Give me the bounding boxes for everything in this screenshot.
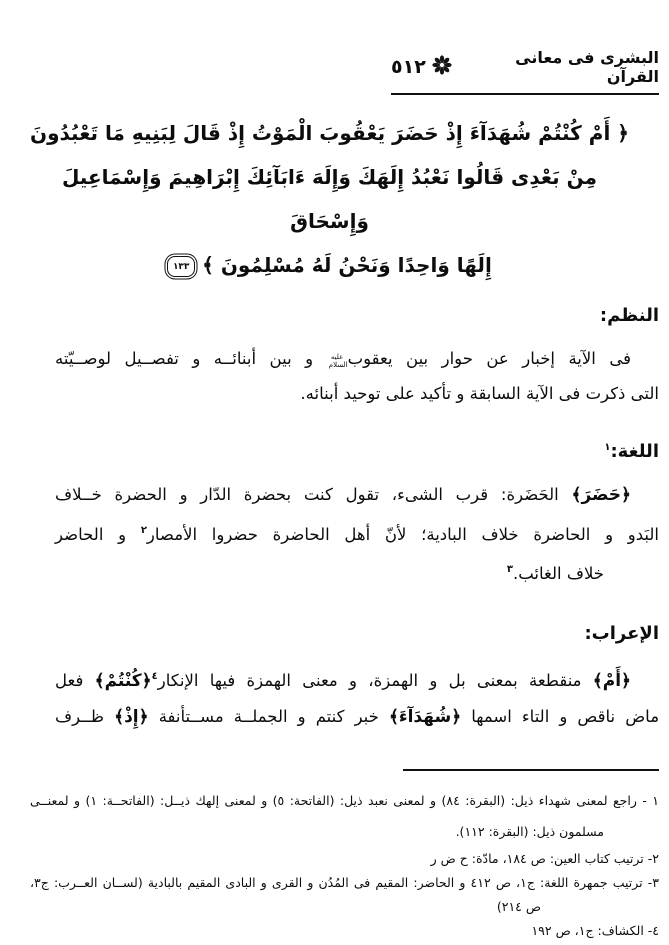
nazm-text: فى الآية إخبار عن حوار بين يعقوب bbox=[347, 349, 631, 368]
footnote-1-line-2: مسلمون ذيل: (البقرة: ١١٢). bbox=[455, 824, 604, 839]
footnote-ref-1: ١ bbox=[604, 442, 611, 453]
footnotes-block bbox=[30, 785, 659, 943]
footnote-1 bbox=[30, 785, 659, 847]
footnote-1-line-1: ١ - راجع لمعنى شهداء ذيل: (البقرة: ٨٤) و لمعنى نعبد ذيل: (الفاتحة: ٥) و لمعنى إلهك ذيــل: (الفاتحــة: ١) و لمعنــى bbox=[30, 793, 659, 808]
section-heading-lugha bbox=[55, 435, 659, 465]
nazm-paragraph bbox=[55, 341, 659, 411]
page-body bbox=[55, 303, 659, 735]
lugha-line-3 bbox=[55, 552, 604, 591]
lugha-text: و الحاضر bbox=[55, 525, 127, 544]
lugha-text: خلاف الغائب. bbox=[512, 564, 604, 583]
irab-text: ظــرف bbox=[55, 707, 105, 726]
quran-verse-block bbox=[30, 111, 630, 287]
quran-word-shuhadaa: ﴿شُهَدَآءَ﴾ bbox=[388, 707, 462, 727]
footnote-ref-2: ٢ bbox=[140, 525, 147, 536]
footnote-ref-3: ٣ bbox=[506, 564, 513, 575]
flower-ornament-icon bbox=[432, 55, 452, 79]
irab-text: فعل bbox=[55, 671, 84, 690]
footnote-3-line-1: ٣- ترتيب جمهرة اللغة: ج١، ص ٤١٢ و الحاضر: المقيم فى المُدُن و القرى و البادى المقيم بالبادية (لســان العــرب: ج٣، bbox=[30, 875, 660, 890]
irab-text: خبر كنتم و الجملــة مســتأنفة bbox=[158, 707, 379, 726]
lugha-heading-text: اللغة: bbox=[610, 441, 659, 462]
section-heading-nazm: النظم: bbox=[599, 305, 659, 326]
quran-word-idh: ﴿إِذْ﴾ bbox=[114, 707, 149, 727]
section-heading-irab: الإعراب: bbox=[584, 623, 659, 644]
ayah-number-medallion: ١٣٣ bbox=[167, 256, 195, 277]
irab-line-1 bbox=[55, 659, 659, 699]
irab-line-2 bbox=[55, 699, 659, 735]
lugha-text: البَدو و الحاضرة خلاف البادية؛ لأنّ أهل الحاضرة حضروا الأمصار bbox=[146, 525, 659, 544]
book-title: البشرى فى معانى القرآن bbox=[515, 48, 659, 86]
lugha-line-1 bbox=[55, 477, 659, 513]
footnote-3-line-2: ص ٢١٤) bbox=[496, 899, 541, 914]
lugha-line-2 bbox=[55, 513, 659, 552]
verse-line bbox=[30, 243, 630, 287]
irab-paragraph bbox=[55, 659, 659, 735]
quran-word-hadara: ﴿حَضَرَ﴾ bbox=[571, 485, 632, 505]
nazm-line-2: التى ذكرت فى الآية السابقة و تأكيد على توحيد أبنائه. bbox=[300, 384, 659, 403]
footnote-2: ٢- ترتيب كتاب العين: ص ١٨٤، مادّة: ح ض ر bbox=[430, 851, 659, 866]
quran-word-kuntum: ﴿كُنْتُمْ﴾ bbox=[94, 671, 152, 691]
footnote-4: ٤- الكشاف: ج١، ص ١٩٢ bbox=[531, 923, 659, 938]
lugha-text: الحَضَرة: قرب الشىء، تقول كنت بحضرة الدّار و الحضرة خــلاف bbox=[55, 485, 559, 504]
footnote-ref-4: ٤ bbox=[151, 671, 158, 682]
verse-line-text: إِلَهًا وَاحِدًا وَنَحْنُ لَهُ مُسْلِمُونَ ﴾ bbox=[202, 253, 492, 277]
irab-text: منقطعة بمعنى بل و الهمزة، و معنى الهمزة فيها الإنكار bbox=[157, 671, 582, 690]
page-number: ٥١٢ bbox=[391, 56, 426, 78]
footnote-separator-rule bbox=[403, 769, 659, 771]
alayhis-salam-symbol: عليه السلام bbox=[328, 352, 348, 369]
running-header bbox=[391, 48, 659, 95]
quran-word-am: ﴿أَمْ﴾ bbox=[592, 671, 631, 691]
nazm-line-1 bbox=[55, 341, 659, 376]
lugha-paragraph bbox=[55, 477, 659, 591]
verse-line: مِنْ بَعْدِى قَالُوا نَعْبُدُ إِلَهَكَ وَإِلَهَ ءَابَآئِكَ إِبْرَاهِيمَ وَإِسْمَاعِيلَ وَإِسْحَاقَ bbox=[61, 165, 598, 233]
irab-text: ماض ناقص و التاء اسمها bbox=[471, 707, 660, 726]
verse-line: ﴿ أَمْ كُنْتُمْ شُهَدَآءَ إِذْ حَضَرَ يَعْقُوبَ الْمَوْتُ إِذْ قَالَ لِبَنِيهِ مَا تَعْبُدُونَ bbox=[30, 121, 629, 145]
nazm-text: و بين أبنائــه و تفصــيل لوصــيّته bbox=[55, 349, 314, 368]
